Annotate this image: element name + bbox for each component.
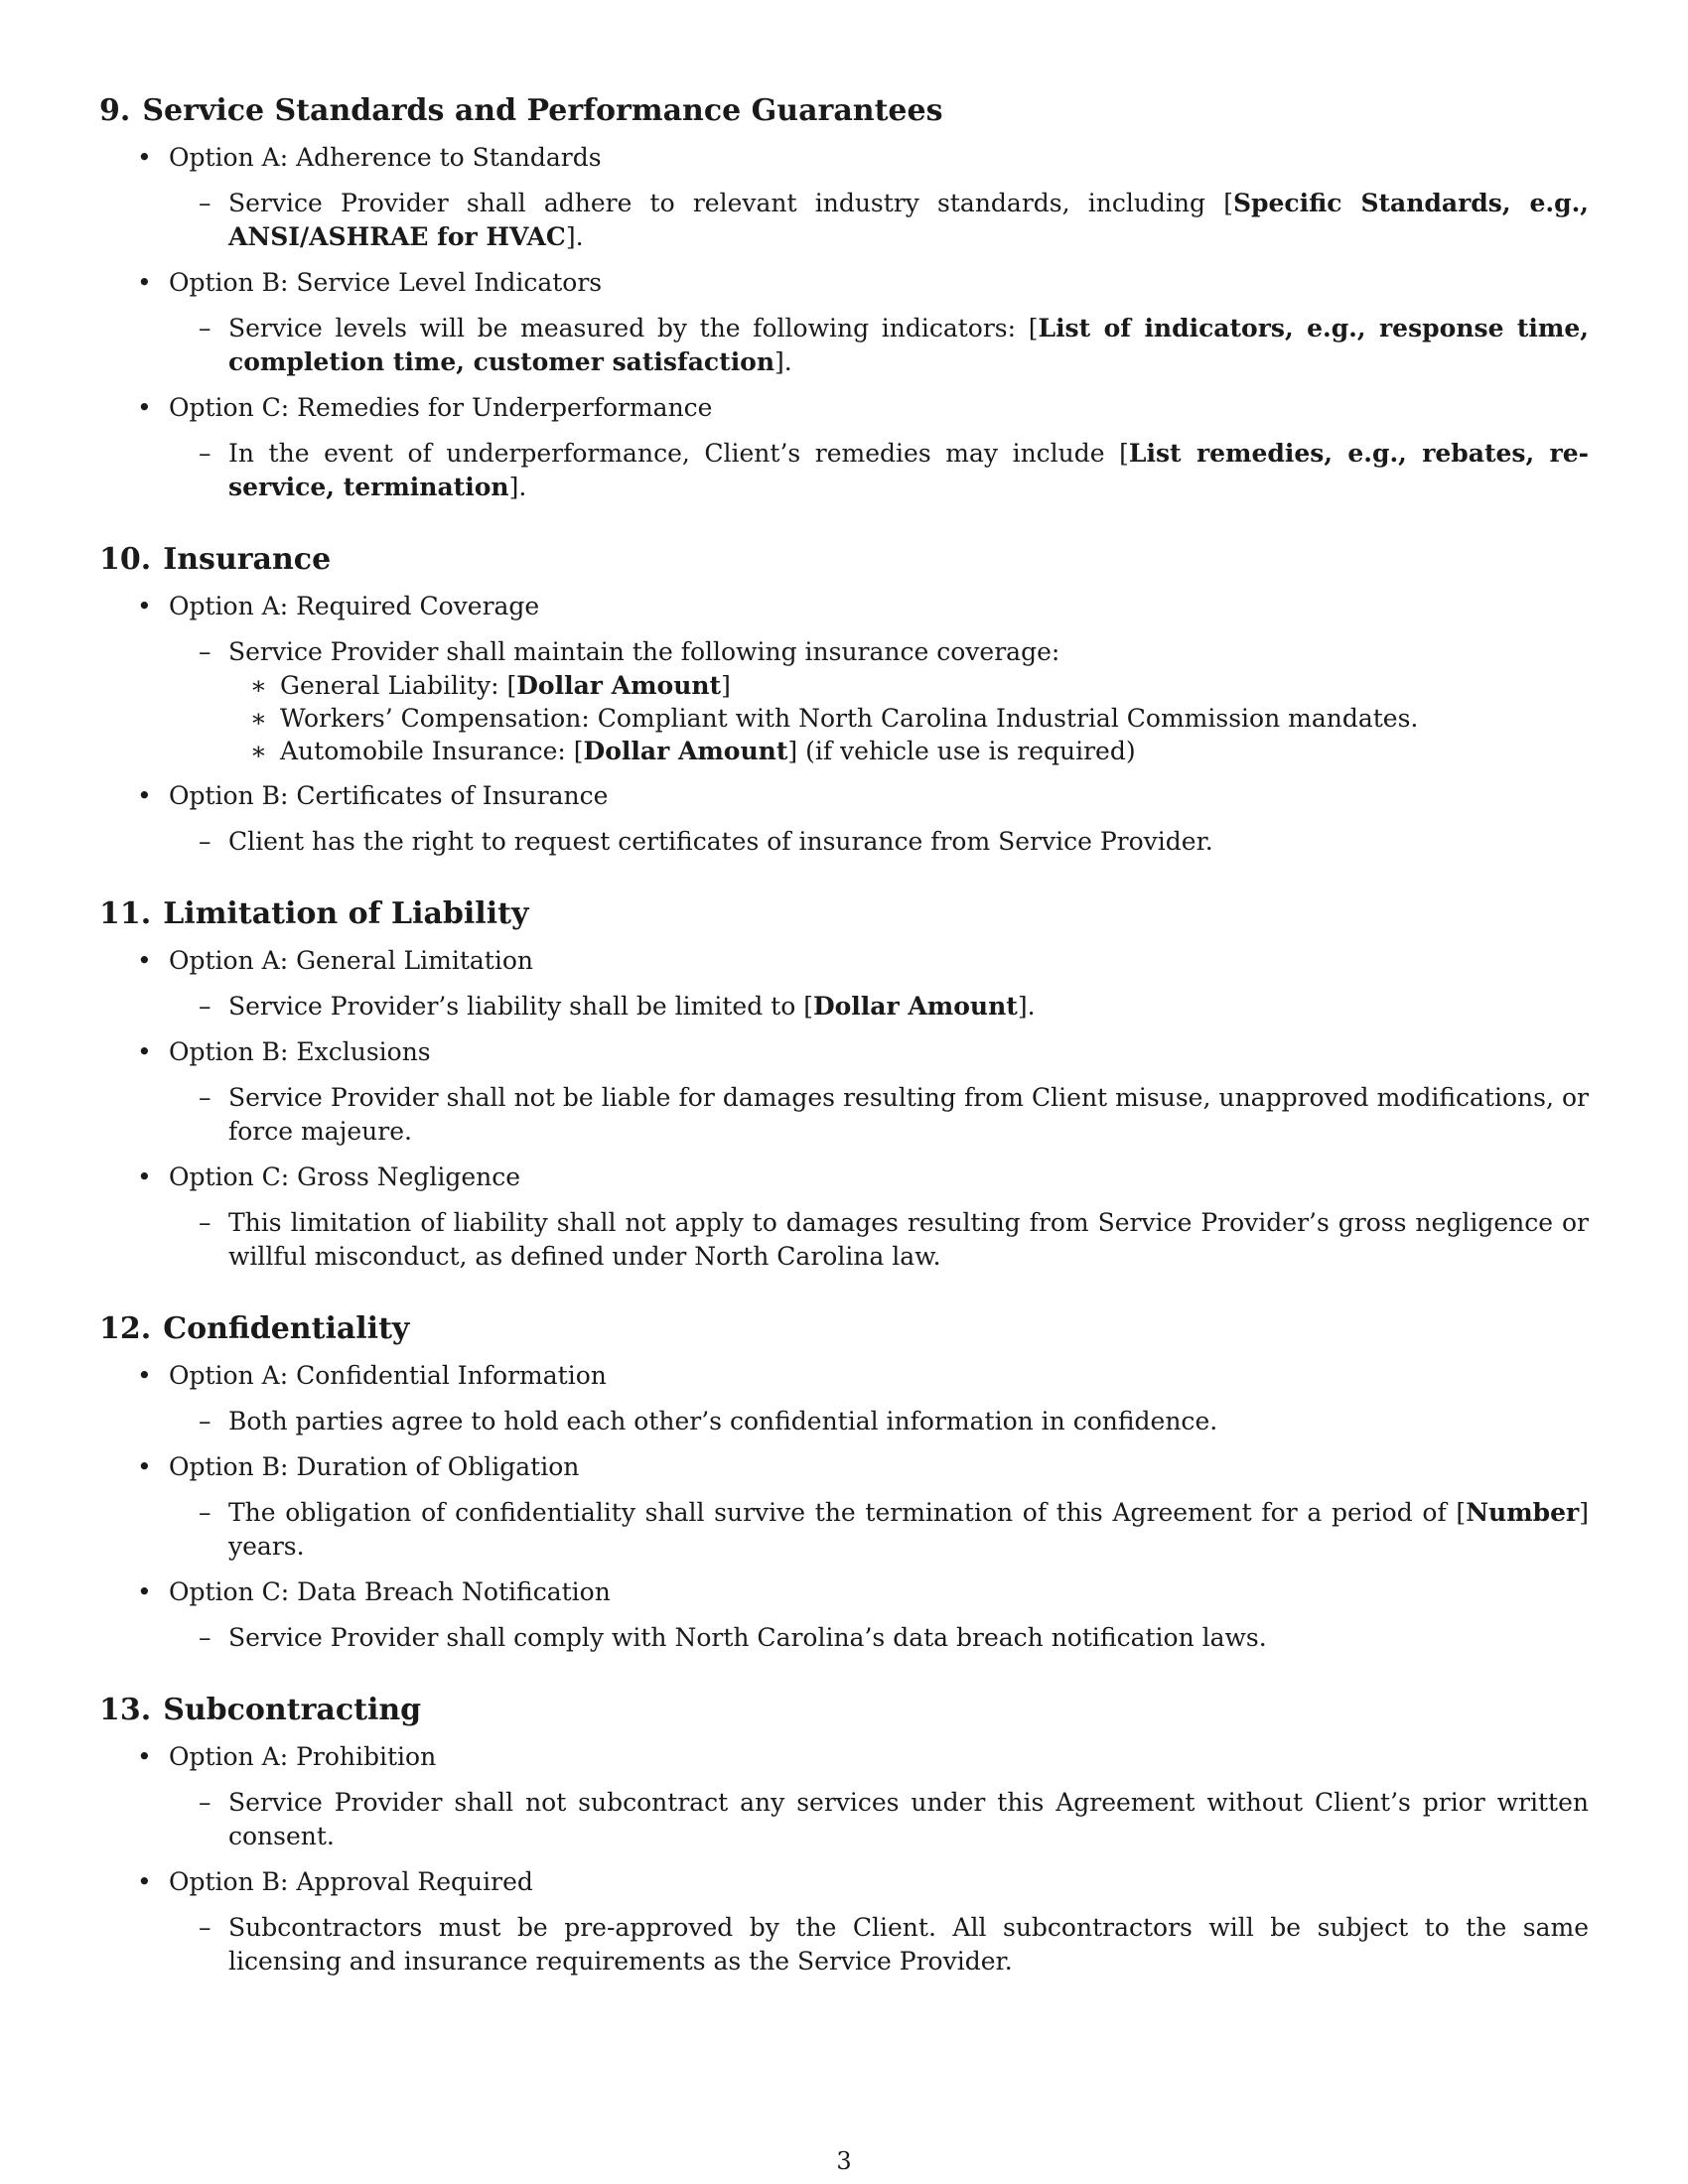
option-detail: – Service Provider shall adhere to relevant industry standards, including [Specific Standards, e.g., ANSI/ASHRAE for HVAC]. bbox=[199, 189, 1589, 251]
section-11 bbox=[99, 894, 1589, 1274]
option-detail: – Service Provider shall comply with North Carolina’s data breach notification laws. bbox=[199, 1623, 1267, 1652]
option-detail: – This limitation of liability shall not apply to damages resulting from Service Provider’s gross negligence or willful misconduct, as defined under North Carolina law. bbox=[199, 1208, 1589, 1271]
document-page bbox=[99, 91, 1589, 2014]
option-item: • Option B: Duration of Obligation bbox=[99, 1450, 1589, 1484]
page-number: 3 bbox=[836, 2147, 852, 2175]
option-item: • Option B: Approval Required bbox=[99, 1865, 1589, 1899]
coverage-item: ∗ Automobile Insurance: [Dollar Amount] (if vehicle use is required) bbox=[250, 737, 1136, 765]
coverage-item: ∗ Workers’ Compensation: Compliant with North Carolina Industrial Commission mandates. bbox=[250, 704, 1419, 733]
option-item: • Option C: Gross Negligence bbox=[99, 1160, 1589, 1194]
option-item: • Option A: General Limitation bbox=[99, 944, 1589, 978]
section-heading: 9. Service Standards and Performance Guarantees bbox=[99, 93, 943, 128]
option-detail: – Client has the right to request certificates of insurance from Service Provider. bbox=[199, 827, 1213, 856]
option-item: • Option C: Data Breach Notification bbox=[99, 1575, 1589, 1609]
option-item: • Option B: Certificates of Insurance bbox=[99, 779, 1589, 813]
option-item: • Option A: Adherence to Standards bbox=[99, 141, 1589, 175]
section-13 bbox=[99, 1691, 1589, 1979]
section-12 bbox=[99, 1309, 1589, 1655]
option-detail: – Both parties agree to hold each other’s confidential information in confidence. bbox=[199, 1407, 1218, 1435]
option-detail: – In the event of underperformance, Client’s remedies may include [List remedies, e.g., rebates, re-service, termination]. bbox=[199, 439, 1589, 501]
section-9 bbox=[99, 91, 1589, 504]
section-heading: 10. Insurance bbox=[99, 542, 332, 577]
section-heading: 13. Subcontracting bbox=[99, 1693, 422, 1727]
option-detail: – Subcontractors must be pre-approved by the Client. All subcontractors will be subject to the same licensing and insurance requirements as the Service Provider. bbox=[199, 1913, 1589, 1976]
section-heading: 11. Limitation of Liability bbox=[99, 896, 529, 931]
option-item: • Option B: Service Level Indicators bbox=[99, 266, 1589, 300]
option-item: • Option C: Remedies for Underperformance bbox=[99, 391, 1589, 425]
option-item: • Option A: Confidential Information bbox=[99, 1359, 1589, 1393]
option-detail: – Service levels will be measured by the following indicators: [List of indicators, e.g., response time, completion time, customer satisfaction]. bbox=[199, 314, 1589, 376]
option-item: • Option A: Required Coverage bbox=[99, 590, 1589, 623]
option-detail: – Service Provider shall not subcontract any services under this Agreement without Client’s prior written consent. bbox=[199, 1788, 1589, 1850]
coverage-item: ∗ General Liability: [Dollar Amount] bbox=[250, 671, 731, 700]
option-item: • Option A: Prohibition bbox=[99, 1740, 1589, 1774]
option-detail: – Service Provider’s liability shall be limited to [Dollar Amount]. bbox=[199, 992, 1036, 1021]
option-detail: – Service Provider shall not be liable for damages resulting from Client misuse, unapproved modifications, or force majeure. bbox=[199, 1083, 1589, 1146]
option-detail: – The obligation of confidentiality shall survive the termination of this Agreement for a period of [Number] years. bbox=[199, 1498, 1589, 1561]
section-10 bbox=[99, 540, 1589, 859]
section-heading: 12. Confidentiality bbox=[99, 1311, 410, 1346]
option-detail: – Service Provider shall maintain the following insurance coverage: bbox=[199, 637, 1060, 666]
option-item: • Option B: Exclusions bbox=[99, 1035, 1589, 1069]
